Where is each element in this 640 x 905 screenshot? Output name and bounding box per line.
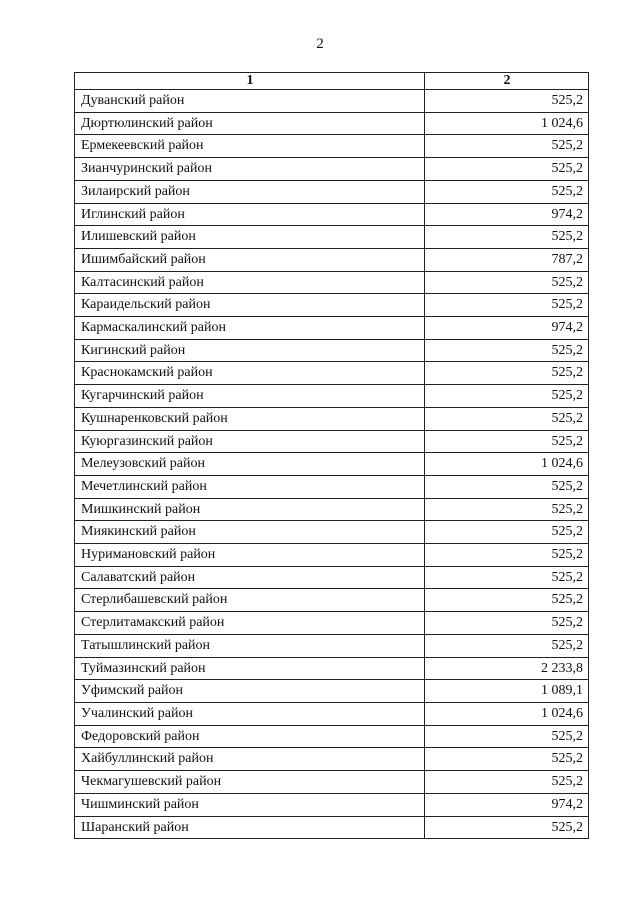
- table-row: [75, 657, 589, 680]
- table-row: [75, 90, 589, 113]
- value-cell: 1 024,6: [425, 112, 589, 135]
- district-name-cell: Туймазинский район: [75, 657, 425, 680]
- district-name-cell: Илишевский район: [75, 226, 425, 249]
- district-name-cell: Ишимбайский район: [75, 248, 425, 271]
- column-header-1: 1: [75, 73, 425, 90]
- table-row: [75, 748, 589, 771]
- value-cell: 525,2: [425, 90, 589, 113]
- value-cell: 525,2: [425, 430, 589, 453]
- table-row: [75, 793, 589, 816]
- districts-table: [74, 72, 589, 839]
- district-name-cell: Кармаскалинский район: [75, 317, 425, 340]
- value-cell: 525,2: [425, 385, 589, 408]
- table-body: [75, 90, 589, 839]
- district-name-cell: Зилаирский район: [75, 180, 425, 203]
- district-name-cell: Кугарчинский район: [75, 385, 425, 408]
- value-cell: 525,2: [425, 498, 589, 521]
- district-name-cell: Федоровский район: [75, 725, 425, 748]
- table-row: [75, 612, 589, 635]
- table-row: [75, 362, 589, 385]
- district-name-cell: Дюртюлинский район: [75, 112, 425, 135]
- table-row: [75, 226, 589, 249]
- table-row: [75, 475, 589, 498]
- table-row: [75, 725, 589, 748]
- table-row: [75, 180, 589, 203]
- district-name-cell: Калтасинский район: [75, 271, 425, 294]
- value-cell: 525,2: [425, 226, 589, 249]
- district-name-cell: Ермекеевский район: [75, 135, 425, 158]
- table-header-row: [75, 73, 589, 90]
- value-cell: 525,2: [425, 612, 589, 635]
- district-name-cell: Чекмагушевский район: [75, 771, 425, 794]
- table-row: [75, 294, 589, 317]
- table-row: [75, 680, 589, 703]
- table-row: [75, 521, 589, 544]
- value-cell: 525,2: [425, 135, 589, 158]
- table-row: [75, 544, 589, 567]
- value-cell: 787,2: [425, 248, 589, 271]
- table-row: [75, 771, 589, 794]
- district-name-cell: Мишкинский район: [75, 498, 425, 521]
- district-name-cell: Кушнаренковский район: [75, 407, 425, 430]
- table-row: [75, 135, 589, 158]
- value-cell: 525,2: [425, 339, 589, 362]
- value-cell: 974,2: [425, 203, 589, 226]
- table-row: [75, 453, 589, 476]
- value-cell: 525,2: [425, 544, 589, 567]
- table-row: [75, 271, 589, 294]
- district-name-cell: Шаранский район: [75, 816, 425, 839]
- district-name-cell: Стерлитамакский район: [75, 612, 425, 635]
- district-name-cell: Стерлибашевский район: [75, 589, 425, 612]
- district-name-cell: Учалинский район: [75, 702, 425, 725]
- table-row: [75, 248, 589, 271]
- district-name-cell: Хайбуллинский район: [75, 748, 425, 771]
- district-name-cell: Дуванский район: [75, 90, 425, 113]
- table-row: [75, 816, 589, 839]
- table-row: [75, 430, 589, 453]
- table-row: [75, 158, 589, 181]
- value-cell: 974,2: [425, 317, 589, 340]
- district-name-cell: Чишминский район: [75, 793, 425, 816]
- value-cell: 525,2: [425, 475, 589, 498]
- value-cell: 525,2: [425, 634, 589, 657]
- table-row: [75, 317, 589, 340]
- table-row: [75, 339, 589, 362]
- value-cell: 525,2: [425, 362, 589, 385]
- district-name-cell: Краснокамский район: [75, 362, 425, 385]
- district-name-cell: Караидельский район: [75, 294, 425, 317]
- district-name-cell: Кигинский район: [75, 339, 425, 362]
- value-cell: 525,2: [425, 589, 589, 612]
- table-row: [75, 702, 589, 725]
- value-cell: 525,2: [425, 180, 589, 203]
- district-name-cell: Миякинский район: [75, 521, 425, 544]
- page-number: 2: [316, 36, 324, 52]
- district-name-cell: Салаватский район: [75, 566, 425, 589]
- district-name-cell: Уфимский район: [75, 680, 425, 703]
- table-row: [75, 634, 589, 657]
- value-cell: 525,2: [425, 158, 589, 181]
- value-cell: 525,2: [425, 566, 589, 589]
- district-name-cell: Иглинский район: [75, 203, 425, 226]
- table-row: [75, 498, 589, 521]
- column-header-2: 2: [425, 73, 589, 90]
- value-cell: 525,2: [425, 771, 589, 794]
- table-row: [75, 112, 589, 135]
- value-cell: 525,2: [425, 521, 589, 544]
- value-cell: 1 024,6: [425, 453, 589, 476]
- district-name-cell: Мелеузовский район: [75, 453, 425, 476]
- value-cell: 1 024,6: [425, 702, 589, 725]
- value-cell: 525,2: [425, 748, 589, 771]
- district-name-cell: Татышлинский район: [75, 634, 425, 657]
- value-cell: 525,2: [425, 816, 589, 839]
- district-name-cell: Мечетлинский район: [75, 475, 425, 498]
- value-cell: 525,2: [425, 294, 589, 317]
- value-cell: 1 089,1: [425, 680, 589, 703]
- table-row: [75, 407, 589, 430]
- table-row: [75, 203, 589, 226]
- value-cell: 525,2: [425, 271, 589, 294]
- district-name-cell: Зианчуринский район: [75, 158, 425, 181]
- value-cell: 525,2: [425, 407, 589, 430]
- value-cell: 974,2: [425, 793, 589, 816]
- table-row: [75, 566, 589, 589]
- district-name-cell: Куюргазинский район: [75, 430, 425, 453]
- value-cell: 525,2: [425, 725, 589, 748]
- table-row: [75, 385, 589, 408]
- district-name-cell: Нуримановский район: [75, 544, 425, 567]
- value-cell: 2 233,8: [425, 657, 589, 680]
- table-row: [75, 589, 589, 612]
